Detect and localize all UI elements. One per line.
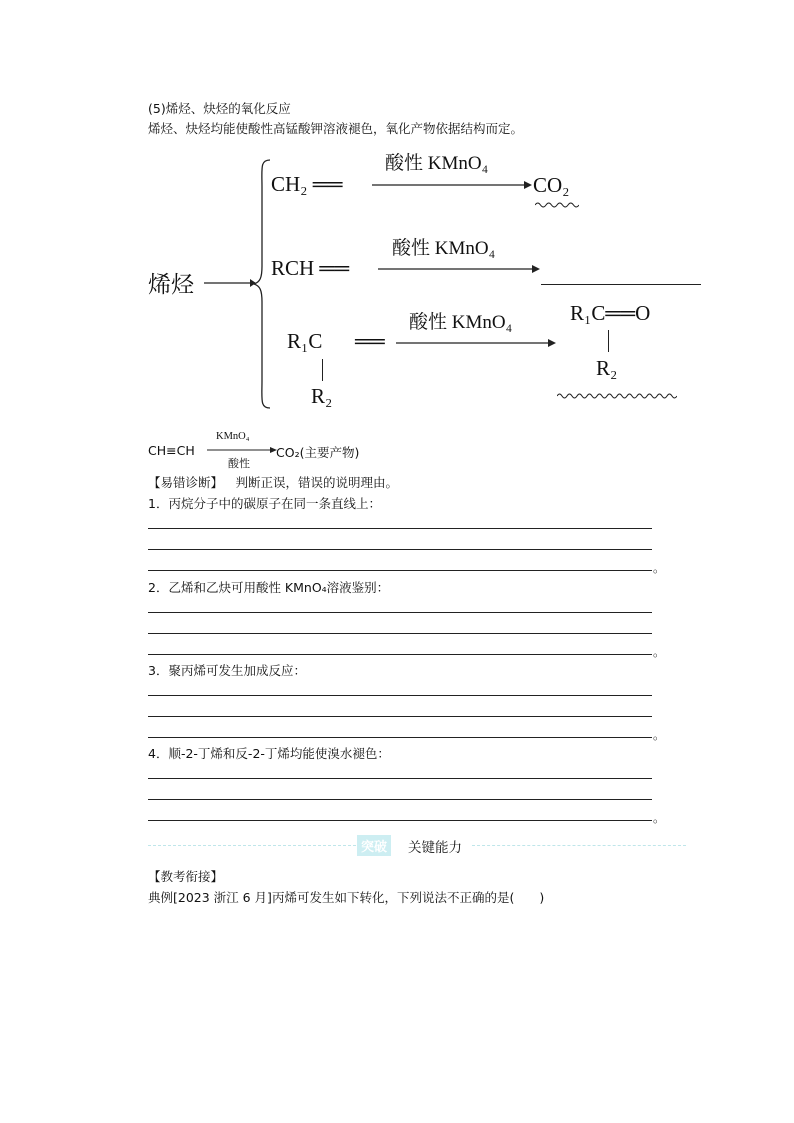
answer-line[interactable] [148, 570, 652, 571]
banner-rule-left [148, 845, 356, 846]
diagnosis-item-1: 1．丙烷分子中的碳原子在同一条直线上： [148, 496, 381, 511]
diagnosis-item-2: 2．乙烯和乙炔可用酸性 KMnO₄溶液鉴别： [148, 580, 390, 595]
row3-condition: 酸性 KMnO₄ [409, 312, 513, 333]
section-title: (5)烯烃、炔烃的氧化反应 [148, 101, 291, 116]
alkyne-condition-top: KMnO₄ [216, 431, 250, 442]
row1-reactant: CH₂ ══ [271, 172, 343, 196]
answer-line[interactable] [148, 799, 652, 800]
alkyne-product: CO₂(主要产物) [276, 445, 360, 460]
row2-arrow [378, 262, 540, 276]
link-heading: 【教考衔接】 [148, 869, 224, 884]
row2-reactant: RCH ══ [271, 256, 350, 280]
diagnosis-item-4: 4．顺-2-丁烯和反-2-丁烯均能使溴水褪色： [148, 746, 390, 761]
row3-arrow [396, 336, 556, 350]
row1-condition: 酸性 KMnO₄ [385, 153, 489, 174]
answer-line[interactable] [148, 778, 652, 779]
alkyne-arrow [207, 446, 277, 454]
row3-reactant-bond [322, 359, 323, 381]
row3-wavy-underline [557, 392, 677, 400]
row1-product: CO₂ [533, 173, 570, 197]
answer-line[interactable] [148, 716, 652, 717]
answer-line[interactable] [148, 695, 652, 696]
row3-product-bond [608, 330, 609, 352]
diagnosis-heading-label: 【易错诊断】 [148, 475, 224, 490]
banner-title: 关键能力 [408, 840, 462, 856]
period-mark: 。 [653, 728, 666, 742]
row3-product-top: R₁C══O [570, 301, 651, 325]
row2-answer-blank[interactable] [541, 284, 701, 285]
section-intro: 烯烃、炔烃均能使酸性高锰酸钾溶液褪色，氧化产物依据结构而定。 [148, 121, 524, 136]
row1-arrow [372, 178, 532, 192]
period-mark: 。 [653, 645, 666, 659]
row3-product-bottom: R₂ [596, 356, 618, 380]
row2-condition: 酸性 KMnO₄ [392, 238, 496, 259]
answer-line[interactable] [148, 528, 652, 529]
period-mark: 。 [653, 811, 666, 825]
banner-rule-right [472, 845, 686, 846]
diagnosis-heading [148, 473, 398, 491]
period-mark: 。 [653, 561, 666, 575]
alkyne-reactant: CH≡CH [148, 443, 195, 458]
answer-line[interactable] [148, 633, 652, 634]
label-arrow [204, 276, 256, 290]
row3-reactant-bottom: R₂ [311, 384, 333, 408]
answer-line[interactable] [148, 612, 652, 613]
alkene-label: 烯烃 [148, 272, 194, 298]
answer-line[interactable] [148, 737, 652, 738]
answer-line[interactable] [148, 820, 652, 821]
answer-line[interactable] [148, 549, 652, 550]
answer-line[interactable] [148, 654, 652, 655]
row1-wavy-underline [535, 201, 579, 209]
diagnosis-item-3: 3．聚丙烯可发生加成反应： [148, 663, 306, 678]
alkyne-condition-bottom: 酸性 [228, 457, 250, 470]
row3-double-bond: ══ [355, 329, 385, 353]
row3-reactant-top: R₁C [287, 329, 323, 353]
banner-tag: 突破 [357, 835, 391, 856]
example-question: 典例[2023 浙江 6 月]丙烯可发生如下转化，下列说法不正确的是( ) [148, 890, 545, 905]
diagnosis-instruction: 判断正误，错误的说明理由。 [235, 475, 399, 490]
